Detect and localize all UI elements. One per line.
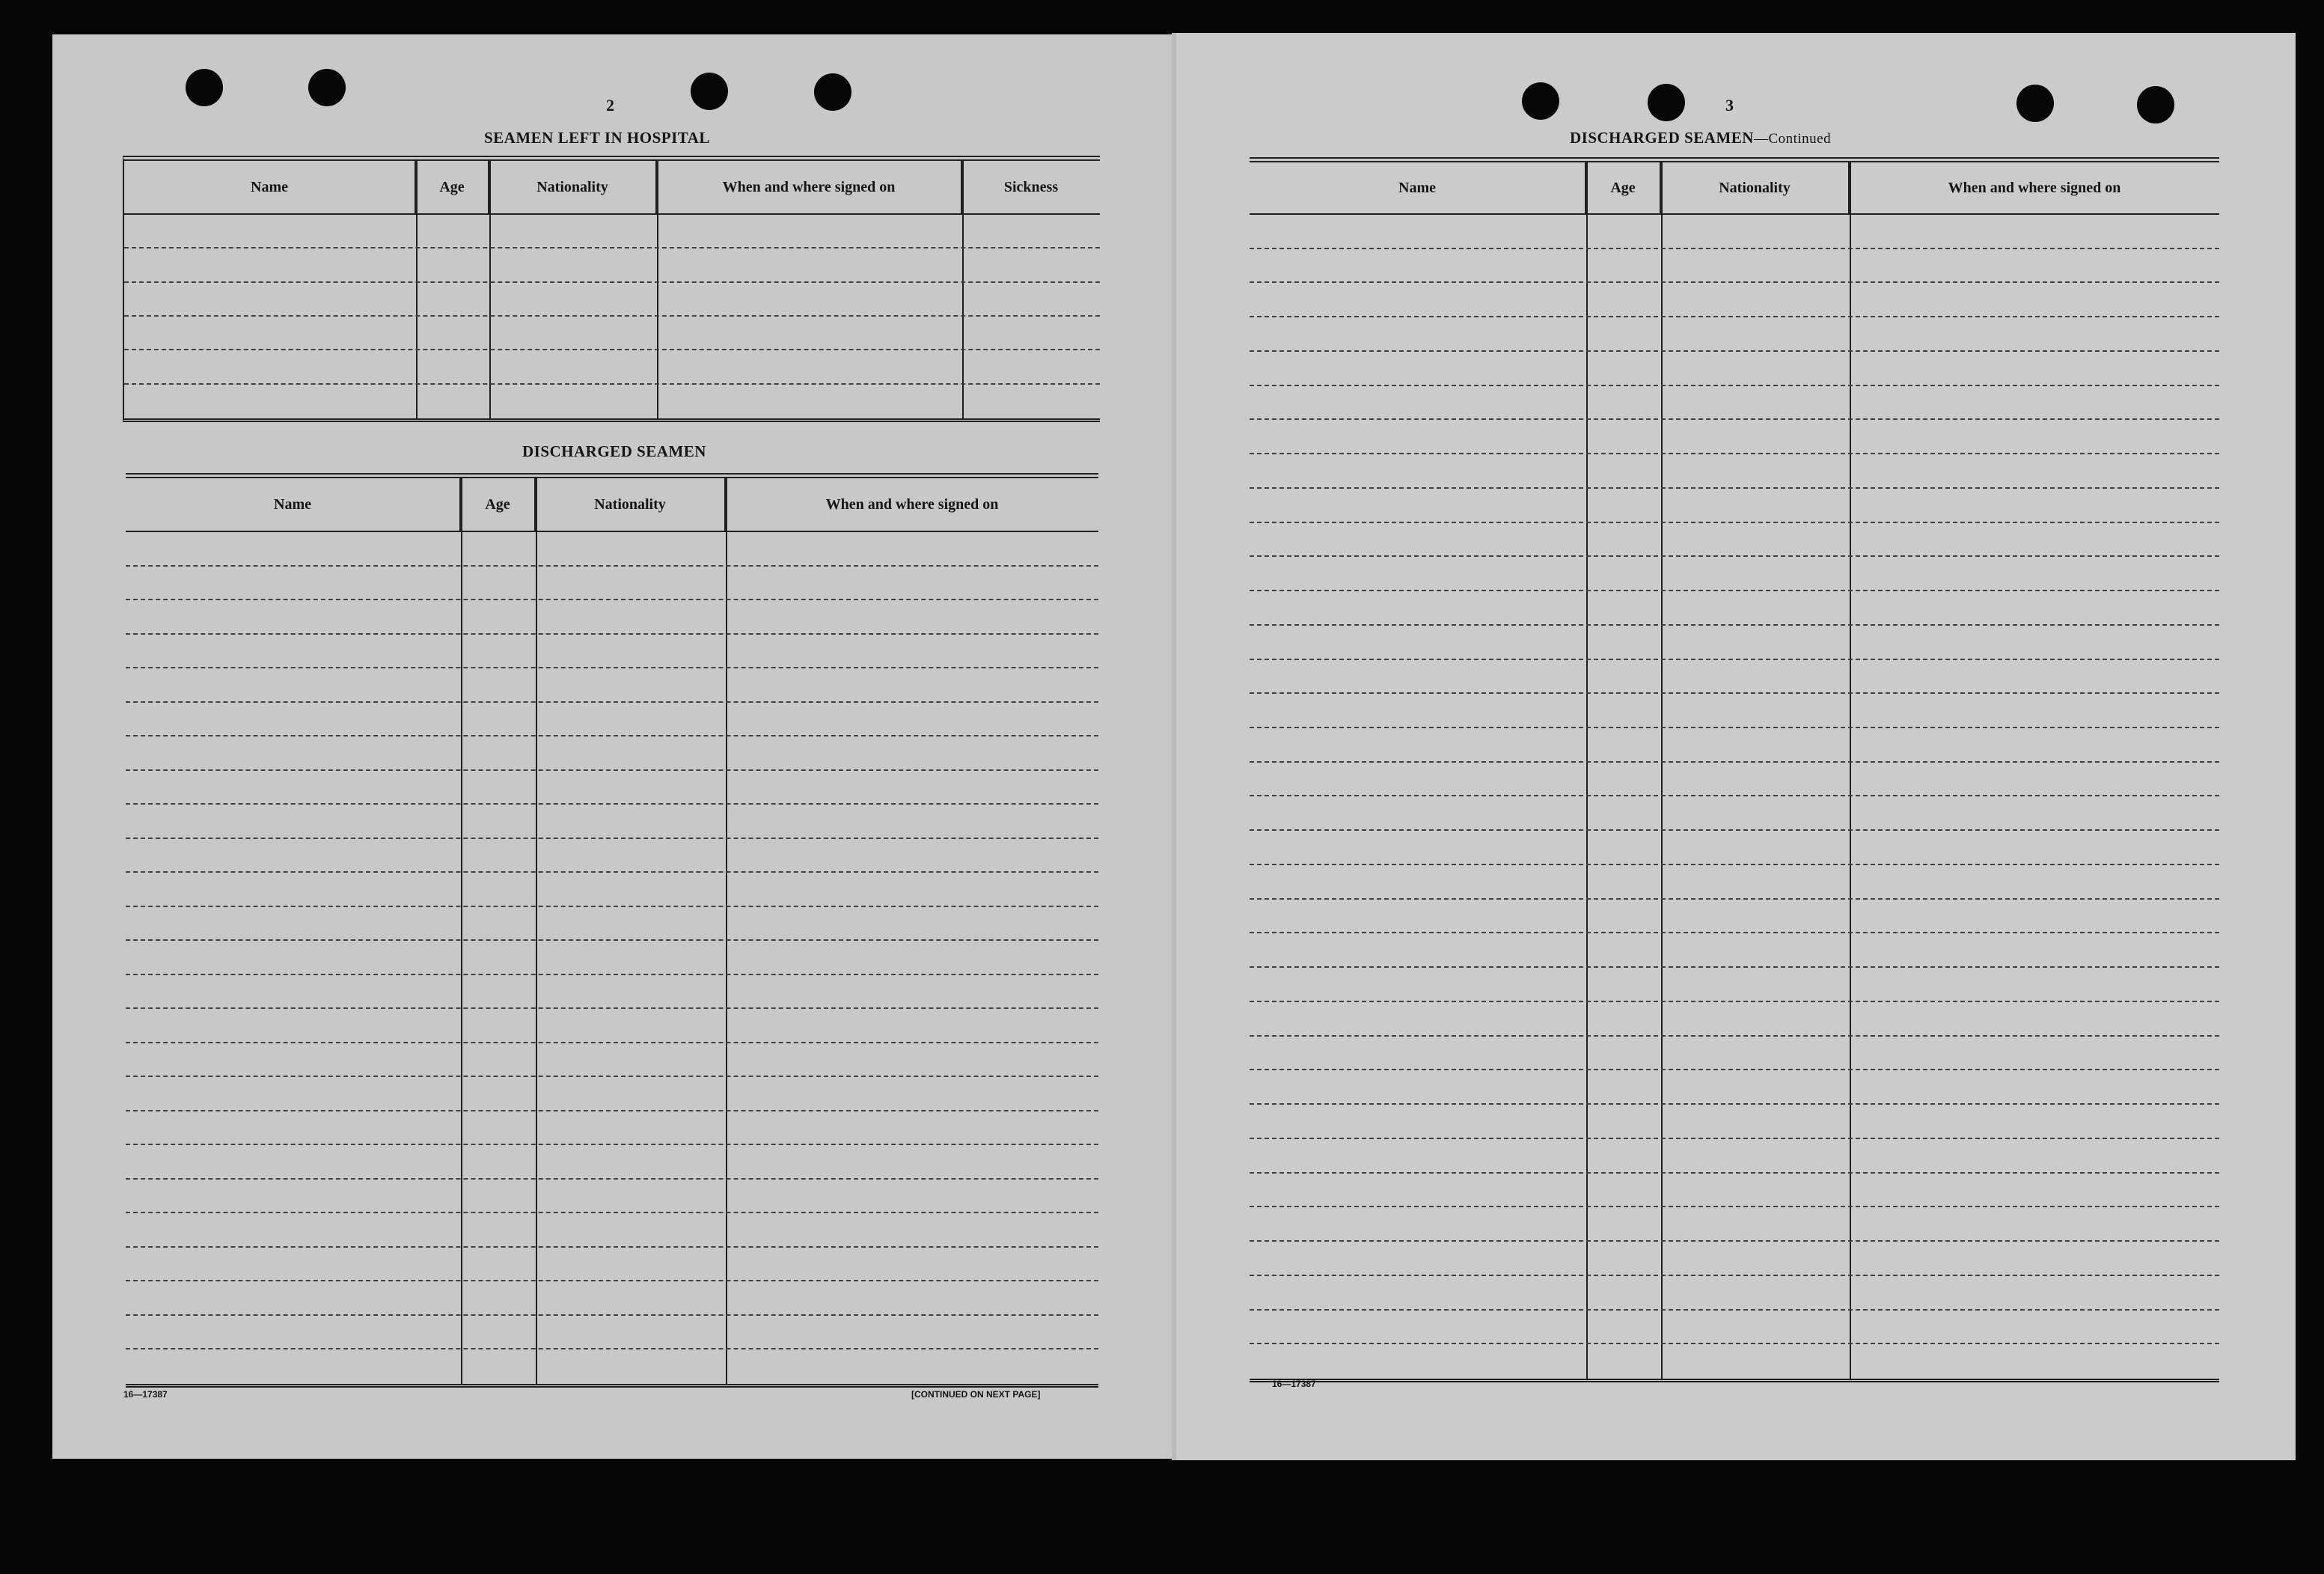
table-row — [126, 907, 1098, 942]
table-row — [1250, 1242, 2219, 1276]
table-row — [1250, 1276, 2219, 1311]
column-header-sickness: Sickness — [1003, 178, 1059, 195]
column-header-nationality: Nationality — [1661, 162, 1850, 213]
table-row — [126, 703, 1098, 737]
table-row — [126, 1009, 1098, 1043]
table-row — [126, 1043, 1098, 1078]
discharged-continued-table — [1250, 157, 2219, 1382]
table-row — [1250, 591, 2219, 626]
table-row — [1250, 1139, 2219, 1174]
table-row — [126, 1180, 1098, 1214]
table-row — [1250, 489, 2219, 523]
table-row — [124, 385, 1100, 418]
table-row — [1250, 626, 2219, 660]
section-title-discharged-continued — [1570, 129, 1831, 147]
column-header-age: Age — [461, 478, 536, 531]
table-row — [126, 873, 1098, 907]
table-row — [126, 668, 1098, 703]
hospital-table — [123, 156, 1100, 422]
table-row — [1250, 523, 2219, 558]
table-row — [1250, 1344, 2219, 1379]
table-row — [126, 635, 1098, 669]
punch-hole — [308, 69, 346, 106]
table-row — [126, 1281, 1098, 1316]
table-row — [1250, 1070, 2219, 1105]
column-header-signed-on: When and where signed on — [657, 161, 962, 213]
table-row — [124, 350, 1100, 384]
section-title-hospital: SEAMEN LEFT IN HOSPITAL — [484, 129, 710, 147]
column-header-name: Name — [126, 478, 461, 531]
table-row — [1250, 454, 2219, 489]
table-row — [1250, 249, 2219, 284]
form-number: 16—17387 — [123, 1389, 168, 1400]
table-row — [1250, 352, 2219, 386]
table-row — [1250, 386, 2219, 421]
table-row — [1250, 660, 2219, 695]
section-title-suffix: —Continued — [1753, 131, 1832, 147]
table-row — [1250, 1002, 2219, 1037]
table-row — [1250, 831, 2219, 865]
punch-hole — [1522, 82, 1559, 120]
table-row — [124, 215, 1100, 248]
table-row — [124, 283, 1100, 317]
table-row — [1250, 317, 2219, 352]
table-row — [1250, 694, 2219, 728]
column-header-nationality: Nationality — [536, 478, 726, 531]
table-row — [126, 839, 1098, 873]
table-row — [1250, 728, 2219, 763]
column-header-name: Name — [124, 161, 416, 213]
table-row — [1250, 763, 2219, 797]
punch-hole — [2137, 86, 2174, 123]
table-row — [1250, 796, 2219, 831]
column-header-signed-on: When and where signed on — [1948, 179, 2121, 196]
punch-hole — [1648, 84, 1685, 121]
table-row — [1250, 865, 2219, 900]
table-row — [126, 1145, 1098, 1180]
table-row — [126, 975, 1098, 1010]
form-number: 16—17387 — [1272, 1379, 1316, 1389]
table-row — [1250, 557, 2219, 591]
discharged-table — [126, 473, 1098, 1388]
table-row — [1250, 215, 2219, 249]
table-row — [126, 1248, 1098, 1282]
discharged-table-rows — [126, 532, 1098, 1384]
hospital-table-rows — [124, 215, 1100, 418]
table-row — [1250, 1174, 2219, 1208]
column-header-nationality: Nationality — [489, 161, 657, 213]
punch-hole — [2016, 85, 2054, 122]
table-row — [1250, 1311, 2219, 1345]
table-row — [1250, 1207, 2219, 1242]
hospital-table-header — [124, 161, 1100, 215]
table-row — [126, 805, 1098, 839]
table-row — [126, 1349, 1098, 1384]
table-row — [126, 600, 1098, 635]
table-row — [126, 771, 1098, 805]
section-title-text: DISCHARGED SEAMEN — [1570, 129, 1754, 147]
page-fold — [1172, 33, 1176, 1460]
column-header-signed-on: When and where signed on — [825, 495, 999, 513]
continued-note: [CONTINUED ON NEXT PAGE] — [911, 1389, 1041, 1400]
punch-hole — [814, 73, 851, 111]
table-row — [124, 248, 1100, 282]
table-row — [1250, 1105, 2219, 1139]
table-row — [1250, 900, 2219, 934]
discharged-table-header — [126, 478, 1098, 532]
discharged-continued-table-header — [1250, 162, 2219, 215]
table-row — [126, 1111, 1098, 1146]
table-row — [1250, 968, 2219, 1002]
punch-hole — [691, 73, 728, 110]
column-header-age: Age — [416, 161, 489, 213]
table-row — [124, 317, 1100, 350]
table-row — [126, 1077, 1098, 1111]
table-row — [1250, 1037, 2219, 1071]
page-number: 2 — [606, 96, 614, 115]
column-header-age: Age — [1586, 162, 1661, 213]
section-title-discharged: DISCHARGED SEAMEN — [522, 442, 706, 460]
table-row — [1250, 933, 2219, 968]
table-row — [126, 941, 1098, 975]
discharged-continued-table-rows — [1250, 215, 2219, 1379]
table-row — [1250, 420, 2219, 454]
table-row — [126, 567, 1098, 601]
table-row — [126, 1213, 1098, 1248]
table-row — [126, 532, 1098, 567]
punch-hole — [186, 69, 223, 106]
page-number: 3 — [1725, 96, 1734, 115]
table-row — [1250, 283, 2219, 317]
table-row — [126, 1316, 1098, 1350]
column-header-name: Name — [1250, 162, 1586, 213]
table-row — [126, 736, 1098, 771]
